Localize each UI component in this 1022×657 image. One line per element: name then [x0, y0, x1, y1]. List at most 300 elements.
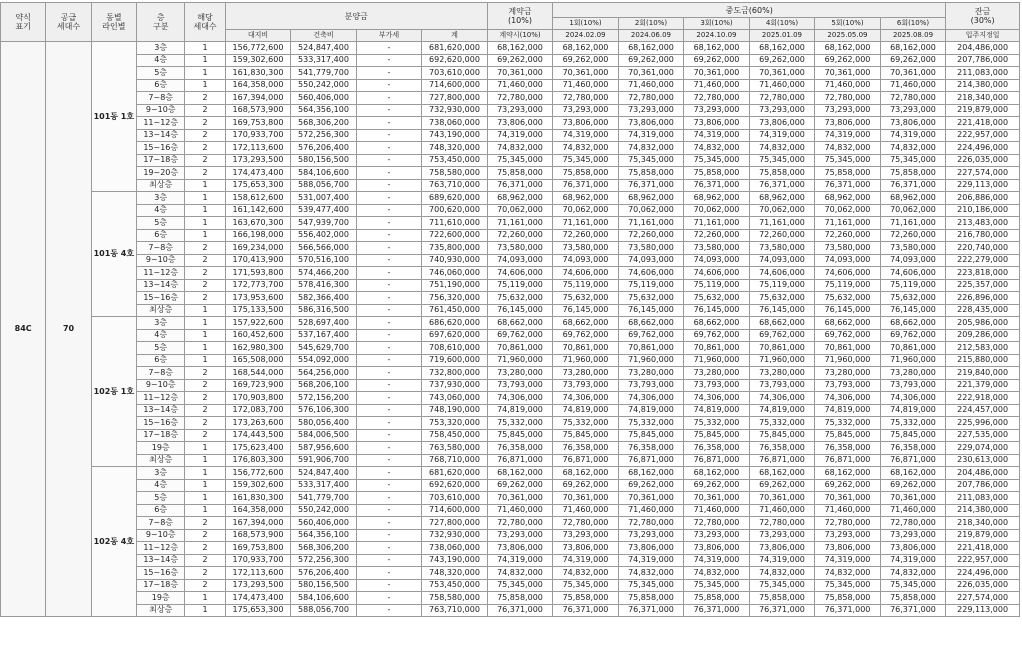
- middle-payment-3-cell: 74,093,000: [684, 254, 750, 267]
- middle-payment-2-cell: 68,162,000: [618, 467, 684, 480]
- header-total: 계: [422, 30, 488, 42]
- land-price-cell: 173,293,500: [225, 154, 291, 167]
- installment-label-3: 3회(10%): [684, 18, 750, 30]
- building-price-cell: 572,256,300: [291, 129, 357, 142]
- middle-payment-5-cell: 68,162,000: [815, 42, 881, 55]
- table-row: [1, 104, 1020, 117]
- unit-count-cell: 2: [185, 267, 225, 280]
- total-price-cell: 756,320,000: [422, 292, 488, 305]
- contract-cell: 70,361,000: [487, 67, 553, 80]
- contract-cell: 76,145,000: [487, 304, 553, 317]
- middle-payment-5-cell: 74,819,000: [815, 404, 881, 417]
- middle-payment-6-cell: 68,662,000: [880, 317, 946, 330]
- unit-count-cell: 1: [185, 342, 225, 355]
- total-price-cell: 743,190,000: [422, 554, 488, 567]
- installment-date-2: 2024.06.09: [618, 30, 684, 42]
- balance-cell: 221,418,000: [946, 117, 1020, 130]
- land-price-cell: 174,443,500: [225, 429, 291, 442]
- land-price-cell: 172,773,700: [225, 279, 291, 292]
- total-price-cell: 708,610,000: [422, 342, 488, 355]
- unit-count-cell: 2: [185, 529, 225, 542]
- middle-payment-6-cell: 75,632,000: [880, 292, 946, 305]
- middle-payment-1-cell: 72,780,000: [553, 517, 619, 530]
- middle-payment-2-cell: 75,119,000: [618, 279, 684, 292]
- middle-payment-2-cell: 73,580,000: [618, 242, 684, 255]
- floor-cell: 19층: [137, 592, 185, 605]
- floor-cell: 최상층: [137, 604, 185, 617]
- vat-cell: -: [356, 229, 422, 242]
- building-price-cell: 550,242,000: [291, 79, 357, 92]
- middle-payment-2-cell: 70,361,000: [618, 67, 684, 80]
- land-price-cell: 170,933,700: [225, 129, 291, 142]
- middle-payment-2-cell: 70,062,000: [618, 204, 684, 217]
- total-price-cell: 732,930,000: [422, 104, 488, 117]
- middle-payment-5-cell: 70,361,000: [815, 492, 881, 505]
- middle-payment-2-cell: 70,861,000: [618, 342, 684, 355]
- middle-payment-1-cell: 76,371,000: [553, 604, 619, 617]
- middle-payment-6-cell: 71,460,000: [880, 504, 946, 517]
- building-price-cell: 591,906,700: [291, 454, 357, 467]
- total-price-cell: 735,800,000: [422, 242, 488, 255]
- land-price-cell: 173,953,600: [225, 292, 291, 305]
- middle-payment-1-cell: 68,662,000: [553, 317, 619, 330]
- floor-cell: 6층: [137, 504, 185, 517]
- middle-payment-3-cell: 74,319,000: [684, 554, 750, 567]
- total-price-cell: 727,800,000: [422, 92, 488, 105]
- middle-payment-4-cell: 76,358,000: [749, 442, 815, 455]
- middle-payment-1-cell: 76,371,000: [553, 179, 619, 192]
- middle-payment-3-cell: 69,262,000: [684, 479, 750, 492]
- header-vat: 부가세: [356, 30, 422, 42]
- land-price-cell: 175,133,500: [225, 304, 291, 317]
- total-price-cell: 714,600,000: [422, 79, 488, 92]
- middle-payment-5-cell: 68,162,000: [815, 467, 881, 480]
- middle-payment-1-cell: 73,293,000: [553, 529, 619, 542]
- vat-cell: -: [356, 454, 422, 467]
- middle-payment-3-cell: 75,632,000: [684, 292, 750, 305]
- middle-payment-5-cell: 73,806,000: [815, 542, 881, 555]
- unit-count-cell: 1: [185, 217, 225, 230]
- total-price-cell: 732,800,000: [422, 367, 488, 380]
- middle-payment-2-cell: 74,832,000: [618, 567, 684, 580]
- table-row: [1, 429, 1020, 442]
- middle-payment-6-cell: 68,162,000: [880, 467, 946, 480]
- land-price-cell: 172,083,700: [225, 404, 291, 417]
- balance-cell: 227,574,000: [946, 592, 1020, 605]
- middle-payment-2-cell: 76,358,000: [618, 442, 684, 455]
- middle-payment-4-cell: 74,832,000: [749, 142, 815, 155]
- header-floor: [137, 3, 185, 42]
- middle-payment-6-cell: 76,871,000: [880, 454, 946, 467]
- middle-payment-3-cell: 74,832,000: [684, 567, 750, 580]
- contract-cell: 71,960,000: [487, 354, 553, 367]
- middle-payment-3-cell: 72,260,000: [684, 229, 750, 242]
- middle-payment-6-cell: 73,580,000: [880, 242, 946, 255]
- middle-payment-3-cell: 68,162,000: [684, 42, 750, 55]
- middle-payment-4-cell: 76,871,000: [749, 454, 815, 467]
- middle-payment-5-cell: 69,262,000: [815, 479, 881, 492]
- vat-cell: -: [356, 92, 422, 105]
- vat-cell: -: [356, 217, 422, 230]
- balance-cell: 227,574,000: [946, 167, 1020, 180]
- land-price-cell: 174,473,400: [225, 167, 291, 180]
- balance-cell: 207,786,000: [946, 479, 1020, 492]
- header-balance: [946, 3, 1020, 30]
- middle-payment-1-cell: 75,119,000: [553, 279, 619, 292]
- middle-payment-1-cell: 73,293,000: [553, 104, 619, 117]
- unit-count-cell: 2: [185, 279, 225, 292]
- middle-payment-2-cell: 75,845,000: [618, 429, 684, 442]
- middle-payment-5-cell: 74,306,000: [815, 392, 881, 405]
- middle-payment-1-cell: 71,161,000: [553, 217, 619, 230]
- middle-payment-1-cell: 74,319,000: [553, 129, 619, 142]
- total-price-cell: 753,450,000: [422, 579, 488, 592]
- middle-payment-6-cell: 75,858,000: [880, 592, 946, 605]
- middle-payment-6-cell: 69,262,000: [880, 54, 946, 67]
- vat-cell: -: [356, 542, 422, 555]
- middle-payment-2-cell: 74,093,000: [618, 254, 684, 267]
- middle-payment-1-cell: 76,358,000: [553, 442, 619, 455]
- middle-payment-1-cell: 68,162,000: [553, 467, 619, 480]
- middle-payment-1-cell: 75,332,000: [553, 417, 619, 430]
- floor-cell: 19~20층: [137, 167, 185, 180]
- building-price-cell: 584,106,600: [291, 167, 357, 180]
- middle-payment-4-cell: 68,162,000: [749, 42, 815, 55]
- table-row: [1, 92, 1020, 105]
- price-table-wrapper: [0, 2, 1020, 617]
- land-price-cell: 161,142,600: [225, 204, 291, 217]
- middle-payment-3-cell: 73,580,000: [684, 242, 750, 255]
- middle-payment-6-cell: 74,832,000: [880, 567, 946, 580]
- header-balance-text: 잔금 (30%): [970, 7, 995, 25]
- balance-cell: 220,740,000: [946, 242, 1020, 255]
- floor-cell: 13~14층: [137, 404, 185, 417]
- unit-count-cell: 1: [185, 504, 225, 517]
- land-price-cell: 166,198,000: [225, 229, 291, 242]
- building-price-cell: 524,847,400: [291, 42, 357, 55]
- balance-cell: 211,083,000: [946, 492, 1020, 505]
- middle-payment-1-cell: 70,062,000: [553, 204, 619, 217]
- total-price-cell: 761,450,000: [422, 304, 488, 317]
- building-price-cell: 576,206,400: [291, 567, 357, 580]
- middle-payment-1-cell: 74,093,000: [553, 254, 619, 267]
- balance-cell: 221,418,000: [946, 542, 1020, 555]
- unit-count-cell: 1: [185, 42, 225, 55]
- unit-count-cell: 2: [185, 579, 225, 592]
- middle-payment-4-cell: 73,806,000: [749, 117, 815, 130]
- floor-cell: 17~18층: [137, 154, 185, 167]
- header-line: [91, 3, 136, 42]
- total-price-cell: 727,800,000: [422, 517, 488, 530]
- middle-payment-6-cell: 68,962,000: [880, 192, 946, 205]
- vat-cell: -: [356, 54, 422, 67]
- middle-payment-2-cell: 73,806,000: [618, 542, 684, 555]
- unit-count-cell: 1: [185, 79, 225, 92]
- balance-cell: 223,818,000: [946, 267, 1020, 280]
- balance-cell: 213,483,000: [946, 217, 1020, 230]
- middle-payment-6-cell: 68,162,000: [880, 42, 946, 55]
- balance-cell: 230,613,000: [946, 454, 1020, 467]
- middle-payment-4-cell: 75,845,000: [749, 429, 815, 442]
- balance-cell: 207,786,000: [946, 54, 1020, 67]
- middle-payment-4-cell: 73,793,000: [749, 379, 815, 392]
- middle-payment-1-cell: 75,858,000: [553, 167, 619, 180]
- middle-payment-1-cell: 74,306,000: [553, 392, 619, 405]
- table-row: [1, 504, 1020, 517]
- middle-payment-2-cell: 75,858,000: [618, 167, 684, 180]
- building-price-cell: 528,697,400: [291, 317, 357, 330]
- total-price-cell: 748,190,000: [422, 404, 488, 417]
- middle-payment-1-cell: 69,762,000: [553, 329, 619, 342]
- middle-payment-6-cell: 72,780,000: [880, 517, 946, 530]
- middle-payment-5-cell: 76,371,000: [815, 179, 881, 192]
- land-price-cell: 167,394,000: [225, 92, 291, 105]
- floor-cell: 최상층: [137, 304, 185, 317]
- middle-payment-4-cell: 70,861,000: [749, 342, 815, 355]
- middle-payment-2-cell: 74,319,000: [618, 554, 684, 567]
- building-price-cell: 560,406,000: [291, 517, 357, 530]
- table-row: [1, 267, 1020, 280]
- table-row: [1, 129, 1020, 142]
- contract-cell: 69,762,000: [487, 329, 553, 342]
- building-price-cell: 580,056,400: [291, 417, 357, 430]
- contract-cell: 68,962,000: [487, 192, 553, 205]
- middle-payment-5-cell: 75,345,000: [815, 579, 881, 592]
- floor-cell: 5층: [137, 217, 185, 230]
- middle-payment-3-cell: 75,332,000: [684, 417, 750, 430]
- middle-payment-3-cell: 68,162,000: [684, 467, 750, 480]
- building-price-cell: 578,416,300: [291, 279, 357, 292]
- building-price-cell: 547,939,700: [291, 217, 357, 230]
- table-row: [1, 342, 1020, 355]
- total-price-cell: 692,620,000: [422, 54, 488, 67]
- vat-cell: -: [356, 142, 422, 155]
- land-price-cell: 172,113,600: [225, 142, 291, 155]
- header-units: [185, 3, 225, 42]
- contract-cell: 75,632,000: [487, 292, 553, 305]
- vat-cell: -: [356, 392, 422, 405]
- middle-payment-5-cell: 71,161,000: [815, 217, 881, 230]
- middle-payment-1-cell: 72,260,000: [553, 229, 619, 242]
- middle-payment-6-cell: 74,819,000: [880, 404, 946, 417]
- contract-cell: 72,780,000: [487, 517, 553, 530]
- middle-payment-4-cell: 74,606,000: [749, 267, 815, 280]
- total-price-cell: 758,580,000: [422, 592, 488, 605]
- middle-payment-5-cell: 73,580,000: [815, 242, 881, 255]
- vat-cell: -: [356, 117, 422, 130]
- contract-cell: 74,319,000: [487, 554, 553, 567]
- land-price-cell: 164,358,000: [225, 504, 291, 517]
- balance-cell: 218,340,000: [946, 517, 1020, 530]
- total-price-cell: 743,060,000: [422, 392, 488, 405]
- land-price-cell: 172,113,600: [225, 567, 291, 580]
- land-price-cell: 168,544,000: [225, 367, 291, 380]
- unit-count-cell: 1: [185, 54, 225, 67]
- header-contract-text: 계약금 (10%): [507, 7, 532, 25]
- building-price-cell: 586,316,500: [291, 304, 357, 317]
- building-price-cell: 564,356,100: [291, 104, 357, 117]
- vat-cell: -: [356, 442, 422, 455]
- building-price-cell: 545,629,700: [291, 342, 357, 355]
- middle-payment-4-cell: 72,780,000: [749, 517, 815, 530]
- middle-payment-1-cell: 75,345,000: [553, 579, 619, 592]
- table-row: [1, 467, 1020, 480]
- middle-payment-4-cell: 75,345,000: [749, 579, 815, 592]
- unit-count-cell: 1: [185, 492, 225, 505]
- vat-cell: -: [356, 429, 422, 442]
- header-contract-timing: 계약시(10%): [487, 30, 553, 42]
- header-supply-text: 공급 세대수: [56, 13, 81, 31]
- middle-payment-3-cell: 72,780,000: [684, 517, 750, 530]
- middle-payment-1-cell: 68,962,000: [553, 192, 619, 205]
- middle-payment-1-cell: 74,832,000: [553, 567, 619, 580]
- middle-payment-2-cell: 69,262,000: [618, 479, 684, 492]
- unit-count-cell: 2: [185, 554, 225, 567]
- vat-cell: -: [356, 354, 422, 367]
- contract-cell: 73,580,000: [487, 242, 553, 255]
- vat-cell: -: [356, 467, 422, 480]
- middle-payment-3-cell: 75,858,000: [684, 592, 750, 605]
- total-price-cell: 768,710,000: [422, 454, 488, 467]
- contract-cell: 74,832,000: [487, 567, 553, 580]
- building-price-cell: 568,206,100: [291, 379, 357, 392]
- vat-cell: -: [356, 604, 422, 617]
- vat-cell: -: [356, 579, 422, 592]
- header-type: [1, 3, 46, 42]
- installment-label-1: 1회(10%): [553, 18, 619, 30]
- table-row: [1, 54, 1020, 67]
- total-price-cell: 689,620,000: [422, 192, 488, 205]
- middle-payment-4-cell: 70,361,000: [749, 492, 815, 505]
- vat-cell: -: [356, 554, 422, 567]
- building-price-cell: 539,477,400: [291, 204, 357, 217]
- unit-count-cell: 2: [185, 542, 225, 555]
- building-price-cell: 568,306,200: [291, 117, 357, 130]
- middle-payment-2-cell: 68,662,000: [618, 317, 684, 330]
- land-price-cell: 156,772,600: [225, 467, 291, 480]
- unit-count-cell: 2: [185, 242, 225, 255]
- middle-payment-2-cell: 73,293,000: [618, 529, 684, 542]
- contract-cell: 73,806,000: [487, 542, 553, 555]
- building-price-cell: 564,356,100: [291, 529, 357, 542]
- balance-cell: 211,083,000: [946, 67, 1020, 80]
- middle-payment-2-cell: 69,762,000: [618, 329, 684, 342]
- floor-cell: 5층: [137, 67, 185, 80]
- balance-cell: 226,035,000: [946, 579, 1020, 592]
- land-price-cell: 171,593,800: [225, 267, 291, 280]
- land-price-cell: 175,653,300: [225, 179, 291, 192]
- land-price-cell: 173,263,600: [225, 417, 291, 430]
- contract-cell: 73,280,000: [487, 367, 553, 380]
- table-row: [1, 254, 1020, 267]
- land-price-cell: 174,473,400: [225, 592, 291, 605]
- floor-cell: 9~10층: [137, 379, 185, 392]
- building-price-cell: 576,206,400: [291, 142, 357, 155]
- middle-payment-5-cell: 75,345,000: [815, 154, 881, 167]
- middle-payment-3-cell: 73,806,000: [684, 542, 750, 555]
- total-price-cell: 753,320,000: [422, 417, 488, 430]
- vat-cell: -: [356, 42, 422, 55]
- land-price-cell: 168,573,900: [225, 104, 291, 117]
- middle-payment-6-cell: 75,119,000: [880, 279, 946, 292]
- unit-count-cell: 1: [185, 229, 225, 242]
- table-row: [1, 454, 1020, 467]
- floor-cell: 13~14층: [137, 129, 185, 142]
- middle-payment-4-cell: 71,460,000: [749, 504, 815, 517]
- contract-cell: 71,460,000: [487, 504, 553, 517]
- middle-payment-2-cell: 74,319,000: [618, 129, 684, 142]
- land-price-cell: 169,234,000: [225, 242, 291, 255]
- middle-payment-1-cell: 73,793,000: [553, 379, 619, 392]
- unit-count-cell: 2: [185, 392, 225, 405]
- floor-cell: 4층: [137, 54, 185, 67]
- middle-payment-2-cell: 74,306,000: [618, 392, 684, 405]
- table-row: [1, 142, 1020, 155]
- middle-payment-6-cell: 69,762,000: [880, 329, 946, 342]
- vat-cell: -: [356, 304, 422, 317]
- vat-cell: -: [356, 242, 422, 255]
- middle-payment-4-cell: 76,371,000: [749, 604, 815, 617]
- contract-cell: 75,119,000: [487, 279, 553, 292]
- floor-cell: 17~18층: [137, 429, 185, 442]
- middle-payment-1-cell: 71,460,000: [553, 79, 619, 92]
- middle-payment-5-cell: 73,806,000: [815, 117, 881, 130]
- total-price-cell: 732,930,000: [422, 529, 488, 542]
- unit-count-cell: 2: [185, 517, 225, 530]
- land-price-cell: 164,358,000: [225, 79, 291, 92]
- floor-cell: 13~14층: [137, 279, 185, 292]
- building-price-cell: 574,466,200: [291, 267, 357, 280]
- middle-payment-3-cell: 75,345,000: [684, 579, 750, 592]
- total-price-cell: 686,620,000: [422, 317, 488, 330]
- middle-payment-1-cell: 70,861,000: [553, 342, 619, 355]
- middle-payment-5-cell: 75,845,000: [815, 429, 881, 442]
- floor-cell: 19층: [137, 442, 185, 455]
- building-price-cell: 533,317,400: [291, 54, 357, 67]
- total-price-cell: 748,320,000: [422, 142, 488, 155]
- table-row: [1, 554, 1020, 567]
- table-row: [1, 67, 1020, 80]
- building-price-cell: 568,306,200: [291, 542, 357, 555]
- land-price-cell: 175,653,300: [225, 604, 291, 617]
- middle-payment-1-cell: 68,162,000: [553, 42, 619, 55]
- vat-cell: -: [356, 479, 422, 492]
- middle-payment-2-cell: 75,345,000: [618, 579, 684, 592]
- total-price-cell: 748,320,000: [422, 567, 488, 580]
- floor-cell: 7~8층: [137, 367, 185, 380]
- floor-cell: 17~18층: [137, 579, 185, 592]
- unit-line-label: 101동 1호: [91, 42, 136, 192]
- unit-count-cell: 2: [185, 379, 225, 392]
- middle-payment-6-cell: 74,606,000: [880, 267, 946, 280]
- table-row: [1, 42, 1020, 55]
- middle-payment-3-cell: 71,960,000: [684, 354, 750, 367]
- land-price-cell: 168,573,900: [225, 529, 291, 542]
- middle-payment-1-cell: 70,361,000: [553, 492, 619, 505]
- building-price-cell: 587,956,600: [291, 442, 357, 455]
- balance-cell: 209,286,000: [946, 329, 1020, 342]
- middle-payment-2-cell: 71,460,000: [618, 79, 684, 92]
- balance-cell: 221,379,000: [946, 379, 1020, 392]
- middle-payment-1-cell: 75,858,000: [553, 592, 619, 605]
- unit-count-cell: 2: [185, 367, 225, 380]
- unit-count-cell: 1: [185, 179, 225, 192]
- land-price-cell: 170,903,800: [225, 392, 291, 405]
- balance-cell: 204,486,000: [946, 42, 1020, 55]
- floor-cell: 3층: [137, 42, 185, 55]
- middle-payment-3-cell: 71,161,000: [684, 217, 750, 230]
- middle-payment-3-cell: 76,358,000: [684, 442, 750, 455]
